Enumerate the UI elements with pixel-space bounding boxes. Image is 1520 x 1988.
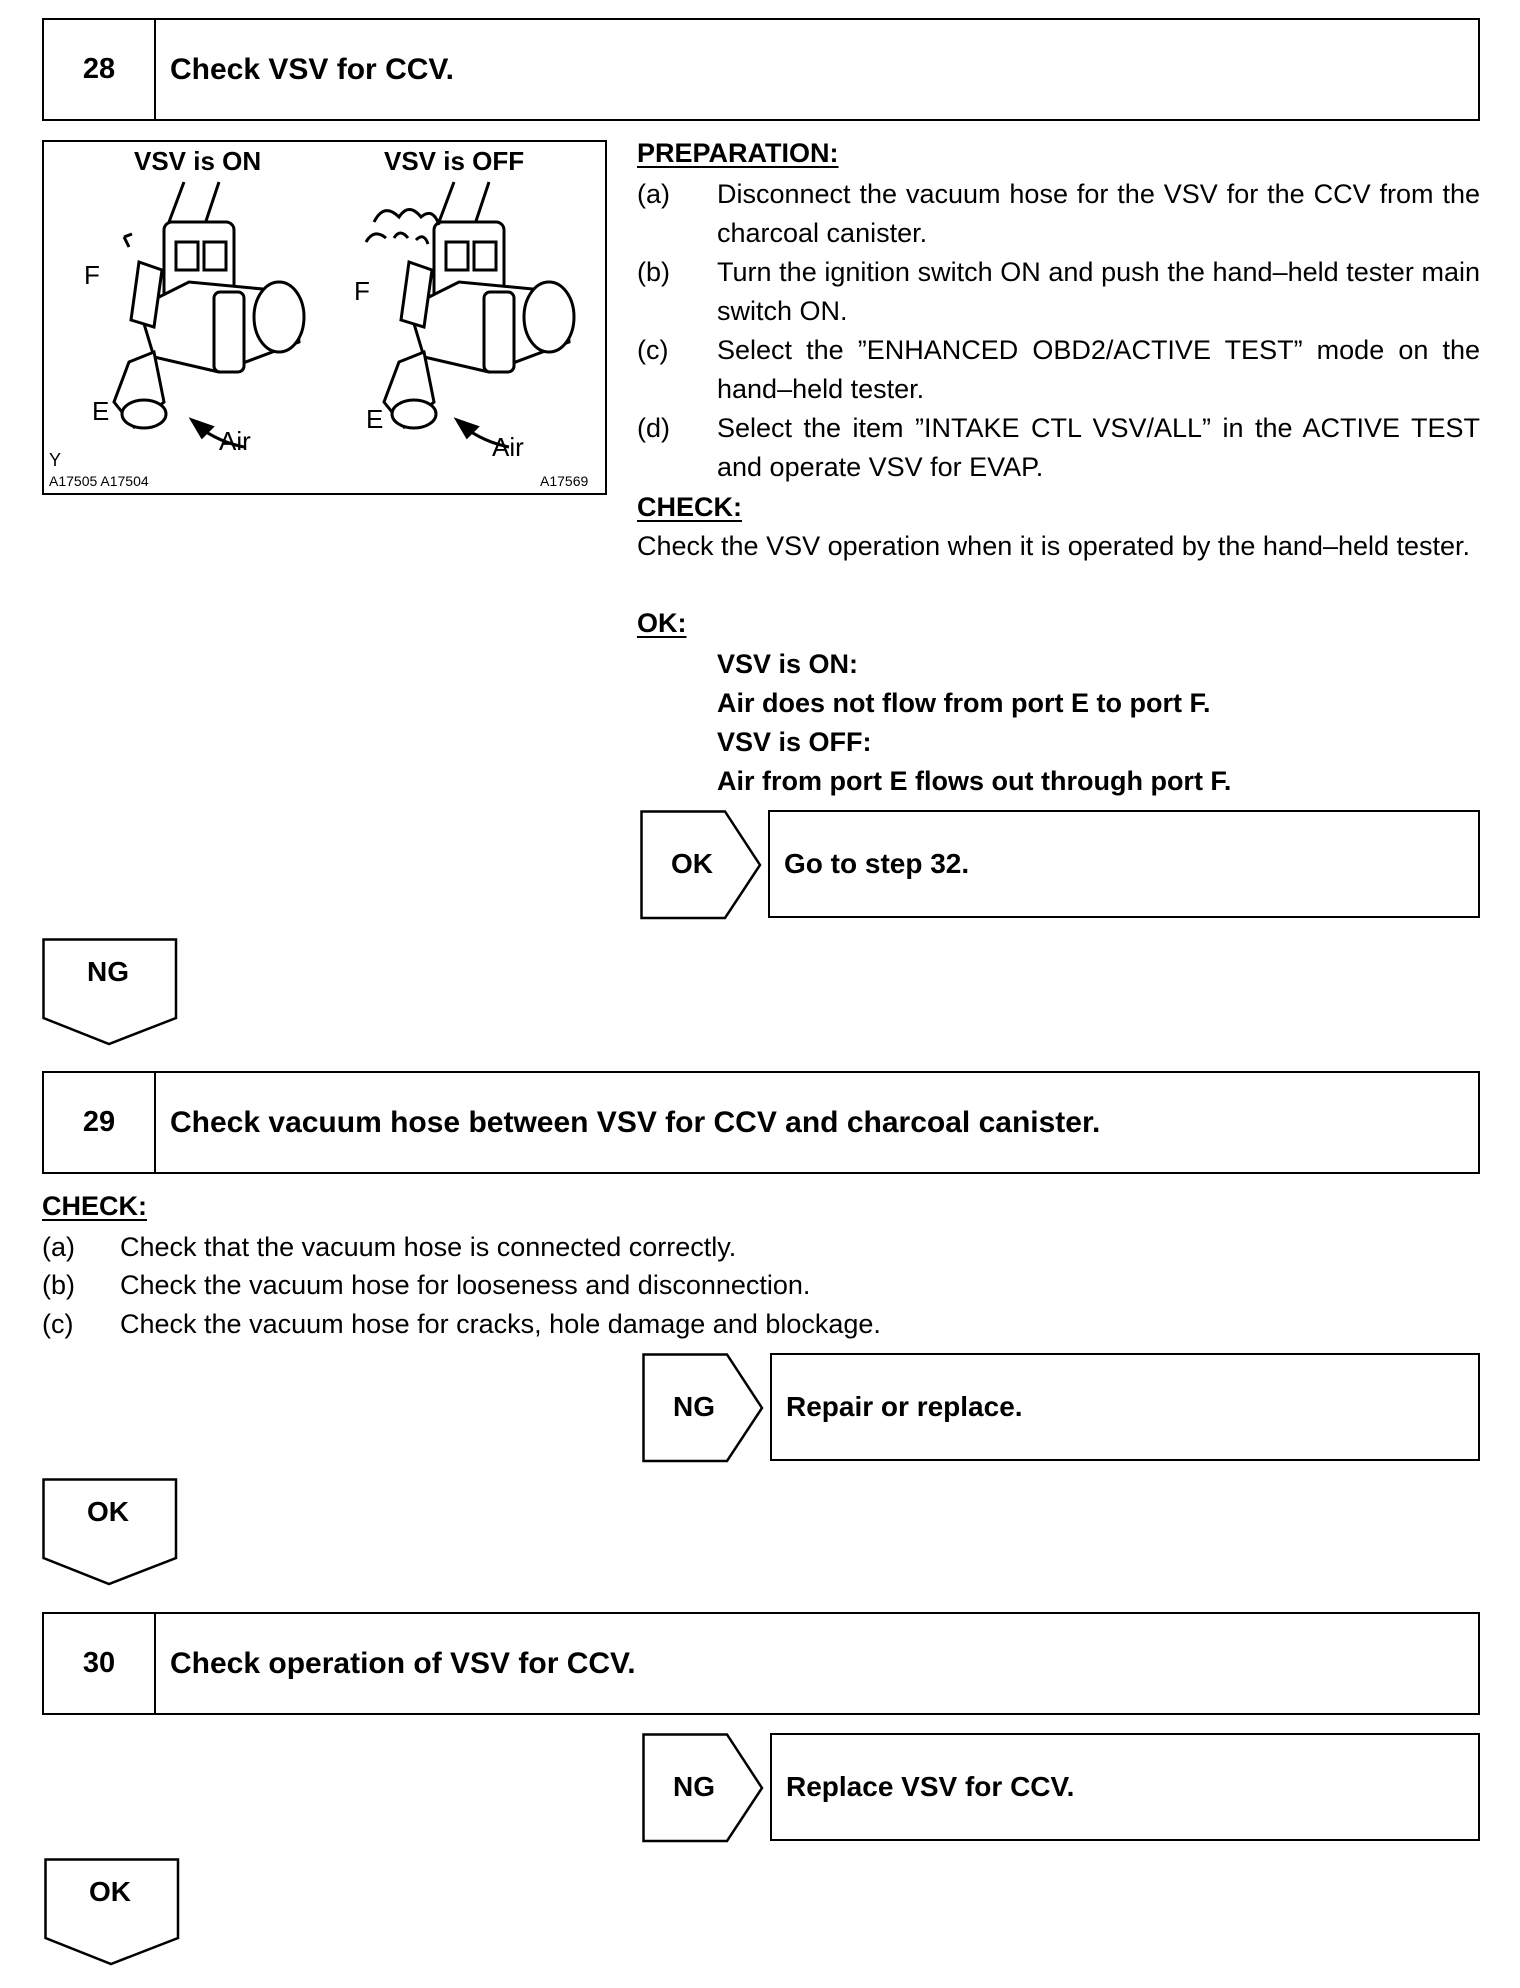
ok-line-2: Air does not flow from port E to port F. [717, 688, 1211, 718]
vsv-off-label: VSV is OFF [384, 146, 525, 176]
port-e-off: E [366, 404, 384, 434]
item-text: Check the vacuum hose for cracks, hole damage and blockage. [120, 1309, 881, 1339]
prep-item-a [637, 175, 1480, 253]
down-tag: OK [89, 1876, 131, 1907]
figure-code-left: A17505 A17504 [49, 473, 149, 489]
down-arrow-icon [42, 1478, 182, 1588]
ok-line-1: VSV is ON: [717, 649, 859, 679]
step-28-result-ok [640, 810, 1480, 918]
result-action: Replace VSV for CCV. [770, 1733, 1480, 1841]
check-item-c [42, 1305, 1242, 1343]
step-number: 29 [44, 1073, 156, 1172]
item-text: Select the ”ENHANCED OBD2/ACTIVE TEST” mode on the hand–held tester. [717, 335, 1480, 404]
item-label: (a) [42, 1232, 75, 1262]
check-item-b [42, 1266, 1242, 1304]
step-number: 30 [44, 1614, 156, 1713]
figure-code-right: A17569 [540, 473, 589, 489]
prep-item-b [637, 253, 1480, 331]
figure-corner-letter: Y [49, 450, 62, 470]
air-label-on: Air [219, 426, 251, 456]
item-text: Check the vacuum hose for looseness and disconnection. [120, 1270, 811, 1300]
item-label: (c) [42, 1309, 74, 1339]
item-label: (d) [637, 413, 670, 443]
prep-item-c [637, 331, 1480, 409]
item-label: (b) [42, 1270, 75, 1300]
item-text: Check that the vacuum hose is connected correctly. [120, 1232, 737, 1262]
result-tag: OK [671, 848, 713, 879]
check-item-a [42, 1228, 1242, 1266]
port-f-off: F [354, 276, 370, 306]
step-title: Check vacuum hose between VSV for CCV and charcoal canister. [170, 1105, 1101, 1139]
item-label: (c) [637, 335, 669, 365]
check-label: CHECK: [637, 492, 742, 522]
step-28-down-ng [42, 938, 182, 1048]
vsv-illustration [42, 140, 607, 495]
item-label: (b) [637, 257, 670, 287]
step-28-header [42, 18, 1480, 121]
ok-label: OK: [637, 608, 687, 638]
item-text: Disconnect the vacuum hose for the VSV for the CCV from the charcoal canister. [717, 179, 1480, 248]
port-e-on: E [92, 396, 110, 426]
step-number: 28 [44, 20, 156, 119]
down-arrow-icon [42, 938, 182, 1048]
item-text: Select the item ”INTAKE CTL VSV/ALL” in the ACTIVE TEST and operate VSV for EVAP. [717, 413, 1480, 482]
step-title: Check VSV for CCV. [170, 52, 454, 86]
item-label: (a) [637, 179, 670, 209]
result-action: Repair or replace. [770, 1353, 1480, 1461]
check-text: Check the VSV operation when it is operated by the hand–held tester. [637, 531, 1471, 561]
step-29-down-ok [42, 1478, 182, 1588]
air-label-off: Air [492, 432, 524, 462]
down-tag: NG [87, 956, 129, 987]
step-30-header [42, 1612, 1480, 1715]
vsv-on-label: VSV is ON [134, 146, 262, 176]
step-30-result-ng [642, 1733, 1480, 1841]
step-title: Check operation of VSV for CCV. [170, 1646, 636, 1680]
ok-line-3: VSV is OFF: [717, 727, 872, 757]
port-f-on: F [84, 260, 100, 290]
step-29-result-ng [642, 1353, 1480, 1461]
ok-line-4: Air from port E flows out through port F. [717, 766, 1232, 796]
prep-item-d [637, 409, 1480, 487]
down-tag: OK [87, 1496, 129, 1527]
result-tag: NG [673, 1771, 715, 1802]
item-text: Turn the ignition switch ON and push the hand–held tester main switch ON. [717, 257, 1480, 326]
result-tag: NG [673, 1391, 715, 1422]
down-arrow-icon [44, 1858, 184, 1968]
step-30-down-ok [44, 1858, 184, 1968]
preparation-label: PREPARATION: [637, 138, 839, 168]
step-29-header [42, 1071, 1480, 1174]
check-label: CHECK: [42, 1191, 147, 1221]
result-action: Go to step 32. [768, 810, 1480, 918]
